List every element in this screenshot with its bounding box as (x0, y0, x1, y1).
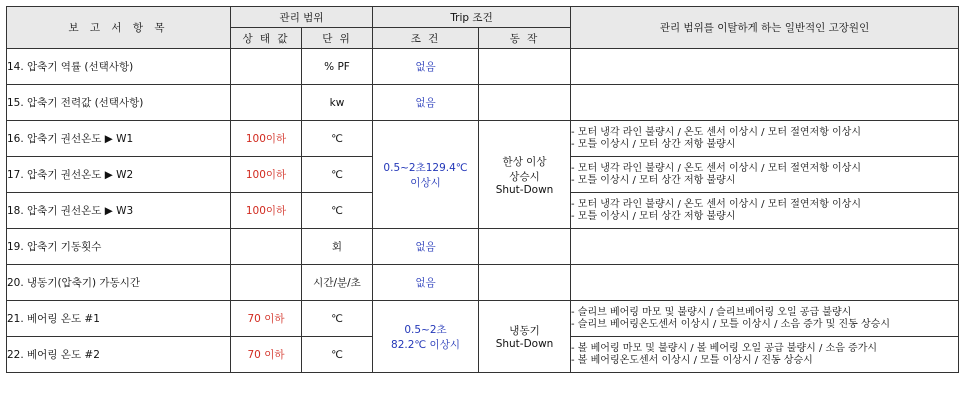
cause-line: - 모틀 이상시 / 모터 상간 저항 불량시 (571, 210, 736, 222)
header-mgmt-range: 관리 범위 (231, 7, 373, 28)
cause-line: - 볼 베어링온도센서 이상시 / 모틀 이상시 / 진동 상승시 (571, 354, 813, 366)
header-report-items: 보 고 서 항 목 (7, 7, 231, 49)
row-causes (571, 301, 959, 337)
header-row-1 (7, 7, 959, 28)
report-table (6, 6, 959, 373)
row-item: 15. 압축기 전력값 (선택사항) (7, 85, 231, 121)
row-item: 16. 압축기 권선온도 ▶ W1 (7, 121, 231, 157)
row-unit: ℃ (302, 157, 373, 193)
winding-condition-line1: 0.5~2초129.4℃ (383, 161, 468, 174)
table-row (7, 49, 959, 85)
cause-line: - 슬리브 베어링온도센서 이상시 / 모틀 이상시 / 소음 증가 및 진동 상승시 (571, 318, 890, 330)
row-causes (571, 121, 959, 157)
row-item: 19. 압축기 기동횟수 (7, 229, 231, 265)
row-item: 20. 냉동기(압축기) 가동시간 (7, 265, 231, 301)
cause-line: - 볼 베어링 마모 및 불량시 / 볼 베어링 오일 공급 불량시 / 소음 증가시 (571, 342, 878, 354)
row-value: 100이하 (231, 121, 302, 157)
winding-trip-action (479, 121, 571, 229)
header-causes: 관리 범위를 이탈하게 하는 일반적인 고장원인 (571, 7, 959, 49)
table-row (7, 301, 959, 337)
row-causes (571, 157, 959, 193)
header-unit: 단 위 (302, 28, 373, 49)
bearing-action-line2: Shut-Down (495, 338, 554, 350)
row-causes (571, 337, 959, 373)
row-item: 21. 베어링 온도 #1 (7, 301, 231, 337)
winding-trip-condition (373, 121, 479, 229)
row-value: 100이하 (231, 193, 302, 229)
row-unit: 회 (302, 229, 373, 265)
row-unit: ℃ (302, 121, 373, 157)
header-trip-condition: Trip 조건 (373, 7, 571, 28)
row-action (479, 85, 571, 121)
bearing-trip-action (479, 301, 571, 373)
row-unit: 시간/분/초 (302, 265, 373, 301)
row-unit: ℃ (302, 337, 373, 373)
table-row (7, 121, 959, 157)
row-causes (571, 85, 959, 121)
bearing-condition-line1: 0.5~2초 (404, 323, 447, 336)
row-item: 17. 압축기 권선온도 ▶ W2 (7, 157, 231, 193)
row-unit: ℃ (302, 301, 373, 337)
cause-line: - 모터 냉각 라인 불량시 / 온도 센서 이상시 / 모터 절연저항 이상시 (571, 162, 862, 174)
winding-condition-line2: 이상시 (410, 176, 441, 189)
cause-line: - 모터 냉각 라인 불량시 / 온도 센서 이상시 / 모터 절연저항 이상시 (571, 126, 862, 138)
bearing-trip-condition (373, 301, 479, 373)
row-action (479, 265, 571, 301)
row-causes (571, 193, 959, 229)
row-action (479, 49, 571, 85)
table-row (7, 85, 959, 121)
row-value (231, 265, 302, 301)
winding-action-line1: 한상 이상 (502, 155, 547, 168)
row-unit: % PF (302, 49, 373, 85)
row-unit: ℃ (302, 193, 373, 229)
bearing-condition-line2: 82.2℃ 이상시 (391, 338, 460, 351)
row-value: 70 이하 (231, 337, 302, 373)
row-causes (571, 49, 959, 85)
row-condition: 없음 (373, 49, 479, 85)
table-row (7, 265, 959, 301)
cause-line: - 모터 냉각 라인 불량시 / 온도 센서 이상시 / 모터 절연저항 이상시 (571, 198, 862, 210)
row-condition: 없음 (373, 229, 479, 265)
row-unit: kw (302, 85, 373, 121)
row-causes (571, 229, 959, 265)
row-value: 100이하 (231, 157, 302, 193)
row-item: 14. 압축기 역률 (선택사항) (7, 49, 231, 85)
row-causes (571, 265, 959, 301)
winding-action-line3: Shut-Down (495, 183, 554, 196)
winding-action-line2: 상승시 (509, 170, 540, 183)
row-item: 18. 압축기 권선온도 ▶ W3 (7, 193, 231, 229)
row-action (479, 229, 571, 265)
header-state-value: 상 태 값 (231, 28, 302, 49)
row-value (231, 85, 302, 121)
cause-line: - 모틀 이상시 / 모터 상간 저항 불량시 (571, 138, 736, 150)
bearing-action-line1: 냉동기 (509, 325, 540, 337)
header-condition: 조 건 (373, 28, 479, 49)
cause-line: - 모틀 이상시 / 모터 상간 저항 불량시 (571, 174, 736, 186)
row-value (231, 229, 302, 265)
row-item: 22. 베어링 온도 #2 (7, 337, 231, 373)
row-condition: 없음 (373, 265, 479, 301)
row-condition: 없음 (373, 85, 479, 121)
row-value (231, 49, 302, 85)
header-action: 동 작 (479, 28, 571, 49)
cause-line: - 슬리브 베어링 마모 및 불량시 / 슬리브베어링 오일 공급 불량시 (571, 306, 852, 318)
row-value: 70 이하 (231, 301, 302, 337)
table-row (7, 229, 959, 265)
